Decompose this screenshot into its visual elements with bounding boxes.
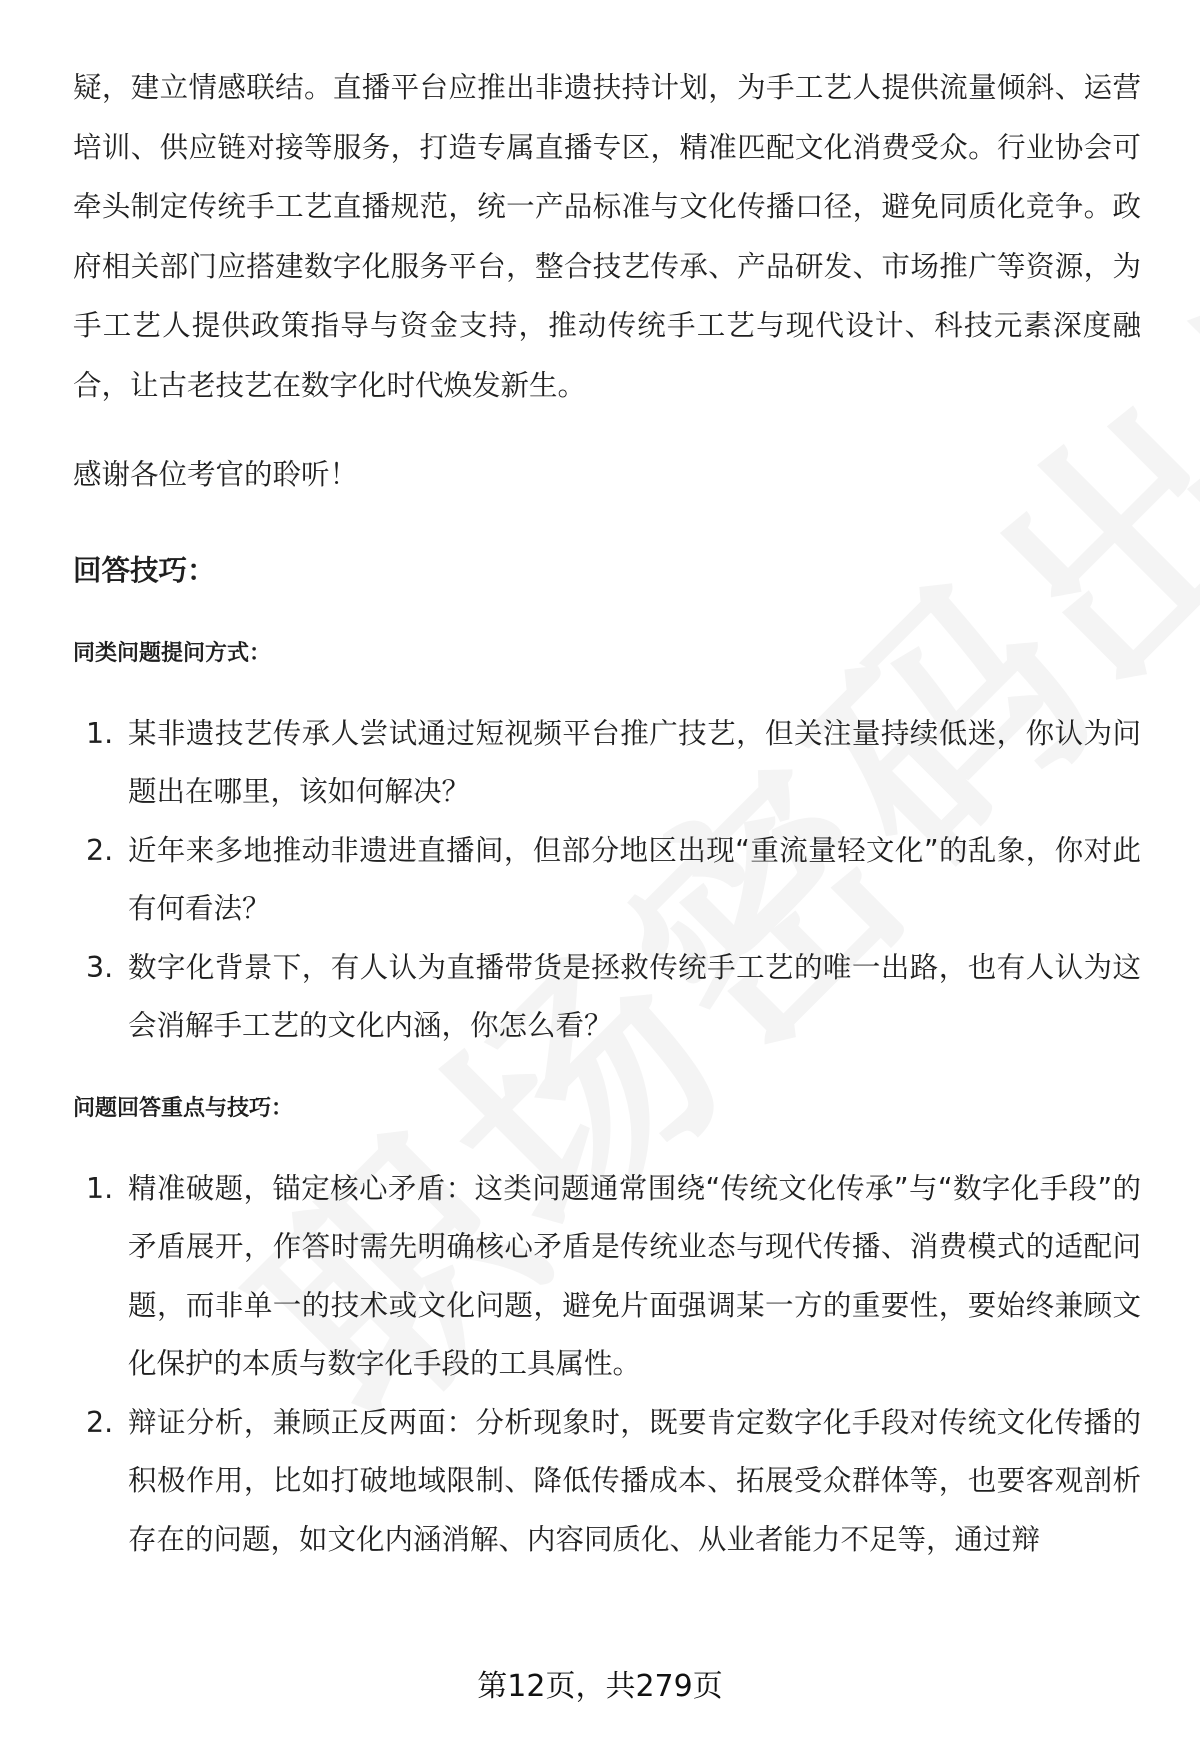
similar-questions-heading: 同类问题提问方式： (73, 640, 272, 666)
list-item (73, 1394, 1141, 1570)
list-item-text: 某非遗技艺传承人尝试通过短视频平台推广技艺，但关注量持续低迷，你认为问题出在哪里，该如何解决？ (128, 716, 1141, 808)
thanks-line: 感谢各位考官的聆听！ (73, 458, 359, 491)
list-item-text: 精准破题，锚定核心矛盾：这类问题通常围绕“传统文化传承”与“数字化手段”的矛盾展开，作答时需先明确核心矛盾是传统业态与现代传播、消费模式的适配问题，而非单一的技术或文化问题，避免片面强调某一方的重要性，要始终兼顾文化保护的本质与数字化手段的工具属性。 (128, 1171, 1141, 1380)
list-item (73, 1160, 1141, 1394)
page-content (73, 58, 1141, 1569)
section-title: 回答技巧： (73, 553, 216, 587)
page-footer: 第12页，共279页 (477, 1669, 723, 1704)
list-number: 3. (86, 950, 114, 984)
list-number: 1. (86, 716, 114, 750)
intro-paragraph: 疑，建立情感联结。直播平台应推出非遗扶持计划，为手工艺人提供流量倾斜、运营培训、供应链对接等服务，打造专属直播专区，精准匹配文化消费受众。行业协会可牵头制定传统手工艺直播规范，统一产品标准与文化传播口径，避免同质化竞争。政府相关部门应搭建数字化服务平台，整合技艺传承、产品研发、市场推广等资源，为手工艺人提供政策指导与资金支持，推动传统手工艺与现代设计、科技元素深度融合，让古老技艺在数字化时代焕发新生。 (73, 71, 1141, 402)
list-number: 1. (86, 1171, 114, 1205)
list-item-text: 辩证分析，兼顾正反两面：分析现象时，既要肯定数字化手段对传统文化传播的积极作用，比如打破地域限制、降低传播成本、拓展受众群体等，也要客观剖析存在的问题，如文化内涵消解、内容同质化、从业者能力不足等，通过辩 (128, 1405, 1141, 1556)
list-item (73, 822, 1141, 939)
list-item-text: 数字化背景下，有人认为直播带货是拯救传统手工艺的唯一出路，也有人认为这会消解手工艺的文化内涵，你怎么看？ (128, 950, 1141, 1042)
list-item-text: 近年来多地推动非遗进直播间，但部分地区出现“重流量轻文化”的乱象，你对此有何看法？ (128, 833, 1141, 925)
list-item (73, 705, 1141, 822)
list-number: 2. (86, 833, 114, 867)
key-points-list (73, 1160, 1141, 1570)
similar-questions-list (73, 705, 1141, 1056)
key-points-heading: 问题回答重点与技巧： (73, 1095, 294, 1121)
list-number: 2. (86, 1405, 114, 1439)
list-item (73, 939, 1141, 1056)
